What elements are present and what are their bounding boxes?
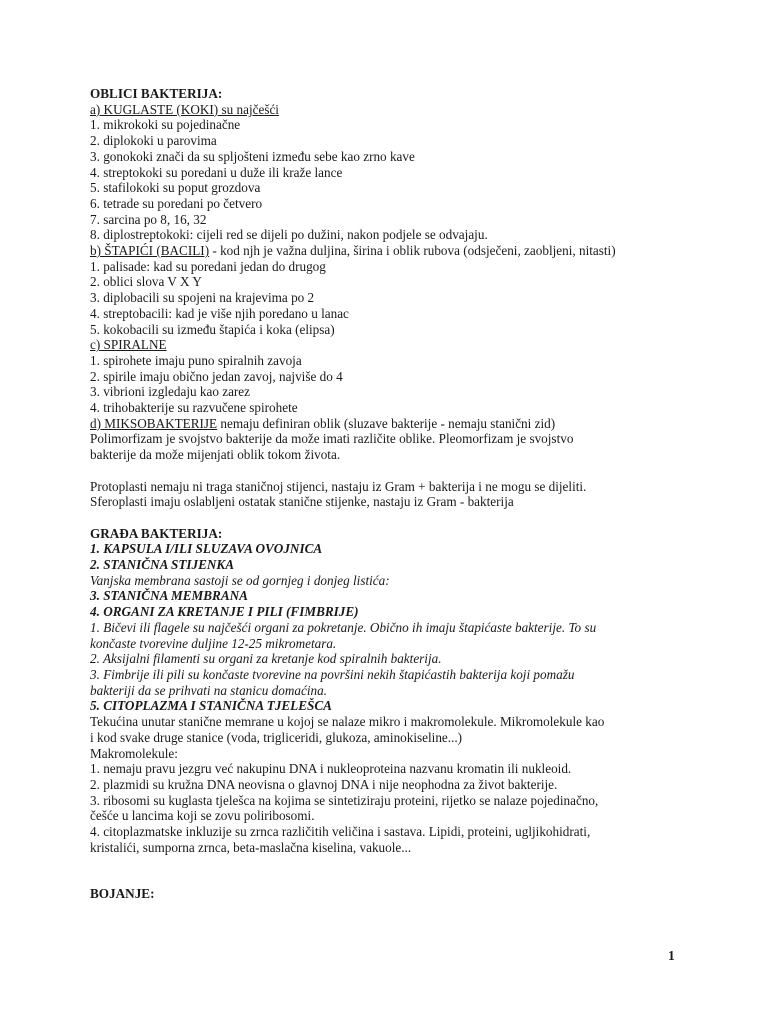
- document-body: [90, 86, 690, 902]
- list-item: 3. Fimbrije ili pili su končaste tvorevine na površini nekih štapićastih bakterija koji pomažu: [90, 666, 575, 682]
- list-item: 4. streptobacili: kad je više njih poredano u lanac: [90, 305, 349, 321]
- section-heading-oblici: OBLICI BAKTERIJA:: [90, 86, 223, 101]
- list-item: bakteriji da se prihvati na stanicu domaćina.: [90, 682, 327, 698]
- text-line: i kod svake druge stanice (voda, trigliceridi, glukoza, aminokiseline...): [90, 729, 463, 745]
- subheading-citoplazma: 5. CITOPLAZMA I STANIČNA TJELEŠCA: [90, 698, 332, 714]
- text-line: Makromolekule:: [90, 745, 178, 761]
- section-heading-bojanje: BOJANJE:: [90, 886, 155, 902]
- list-kuglaste: [90, 117, 690, 243]
- list-item: 1. mikrokoki su pojedinačne: [90, 117, 241, 133]
- text-citoplazma: [90, 714, 690, 855]
- subheading-spiralne: c) SPIRALNE: [90, 337, 167, 353]
- list-item: 2. plazmidi su kružna DNA neovisna o glavnoj DNA i nije neophodna za život bakterije.: [90, 776, 558, 792]
- subheading-miksobakterije-text: nemaju definiran oblik (sluzave bakterije - nemaju stanični zid): [217, 415, 556, 431]
- list-item: kristalići, sumporna zrnca, beta-maslačna kiselina, vakuole...: [90, 839, 412, 855]
- subheading-stanicna-membrana: 3. STANIČNA MEMBRANA: [90, 588, 248, 604]
- list-item: 1. nemaju pravu jezgru već nakupinu DNA i nukleoproteina nazvanu kromatin ili nukleoid.: [90, 761, 572, 777]
- subheading-stanicna-stijenka: 2. STANIČNA STIJENKA: [90, 557, 235, 573]
- spacer: [90, 463, 690, 479]
- list-item: 4. trihobakterije su razvučene spirohete: [90, 400, 298, 416]
- text-vanjska-membrana: Vanjska membrana sastoji se od gornjeg i donjeg listića:: [90, 572, 390, 588]
- list-organi-za-kretanje: [90, 620, 690, 699]
- list-item: 1. spirohete imaju puno spiralnih zavoja: [90, 352, 302, 368]
- subheading-miksobakterije: [90, 416, 690, 432]
- list-item: 2. Aksijalni filamenti su organi za kretanje kod spiralnih bakterija.: [90, 651, 442, 667]
- subheading-kapsula: 1. KAPSULA I/ILI SLUZAVA OVOJNICA: [90, 541, 323, 557]
- subheading-organi-za-kretanje: 4. ORGANI ZA KRETANJE I PILI (FIMBRIJE): [90, 604, 359, 620]
- subheading-miksobakterije-label: d) MIKSOBAKTERIJE: [90, 415, 218, 431]
- list-item: 3. gonokoki znači da su spljošteni između sebe kao zrno kave: [90, 148, 415, 164]
- paragraph-polimorfizam-line: Polimorfizam je svojstvo bakterije da može imati različite oblike. Pleomorfizam je svojstvo: [90, 431, 574, 447]
- list-item: končaste tvorevine duljine 12-25 mikrometara.: [90, 635, 337, 651]
- text-line: Tekućina unutar stanične memrane u kojoj se nalaze mikro i makromolekule. Mikromolekule kao: [90, 714, 605, 730]
- list-item: 1. Bičevi ili flagele su najčešći organi za pokretanje. Obično ih imaju štapićaste bakterije. To su: [90, 619, 597, 635]
- list-item: 3. ribosomi su kuglasta tjelešca na kojima se sintetiziraju proteini, rijetko se nalaze pojedinačno,: [90, 792, 599, 808]
- list-item: 5. stafilokoki su poput grozdova: [90, 180, 261, 196]
- subheading-stapici-text: - kod njh je važna duljina, širina i oblik rubova (odsječeni, zaobljeni, nitasti): [209, 243, 616, 259]
- list-item: 4. streptokoki su poredani u duže ili kraže lance: [90, 164, 343, 180]
- list-item: 1. palisade: kad su poredani jedan do drugog: [90, 258, 326, 274]
- list-spiralne: [90, 353, 690, 416]
- subheading-kuglaste: a) KUGLASTE (KOKI) su najčešći: [90, 101, 279, 117]
- spacer: [90, 855, 690, 886]
- list-item: 2. diplokoki u parovima: [90, 133, 217, 149]
- list-stapici: [90, 259, 690, 338]
- list-item: 4. citoplazmatske inkluzije su zrnca različitih veličina i sastava. Lipidi, proteini, ugljikohidrati,: [90, 824, 591, 840]
- paragraph-protoplasti: Protoplasti nemaju ni traga staničnoj stijenci, nastaju iz Gram + bakterija i ne mogu se dijeliti.: [90, 478, 587, 494]
- list-item: 3. diplobacili su spojeni na krajevima po 2: [90, 290, 315, 306]
- spacer: [90, 510, 690, 526]
- list-item: 6. tetrade su poredani po četvero: [90, 195, 263, 211]
- list-item: 3. vibrioni izgledaju kao zarez: [90, 384, 251, 400]
- list-item: 7. sarcina po 8, 16, 32: [90, 211, 207, 227]
- subheading-stapici-label: b) ŠTAPIĆI (BACILI): [90, 243, 210, 259]
- list-item: češće u lancima koji se zovu poliribosomi.: [90, 808, 315, 824]
- paragraph-sferoplasti: Sferoplasti imaju oslabljeni ostatak stanične stijenke, nastaju iz Gram - bakterija: [90, 494, 514, 510]
- subheading-stapici: [90, 243, 690, 259]
- list-item: 2. spirile imaju obično jedan zavoj, najviše do 4: [90, 368, 343, 384]
- list-item: 8. diplostreptokoki: cijeli red se dijeli po dužini, nakon podjele se odvajaju.: [90, 227, 488, 243]
- list-item: 2. oblici slova V X Y: [90, 274, 202, 290]
- page-number: 1: [668, 948, 675, 963]
- paragraph-polimorfizam-line: bakterije da može mijenjati oblik tokom života.: [90, 447, 341, 463]
- list-item: 5. kokobacili su između štapića i koka (elipsa): [90, 321, 335, 337]
- section-heading-grada: GRAĐA BAKTERIJA:: [90, 525, 223, 541]
